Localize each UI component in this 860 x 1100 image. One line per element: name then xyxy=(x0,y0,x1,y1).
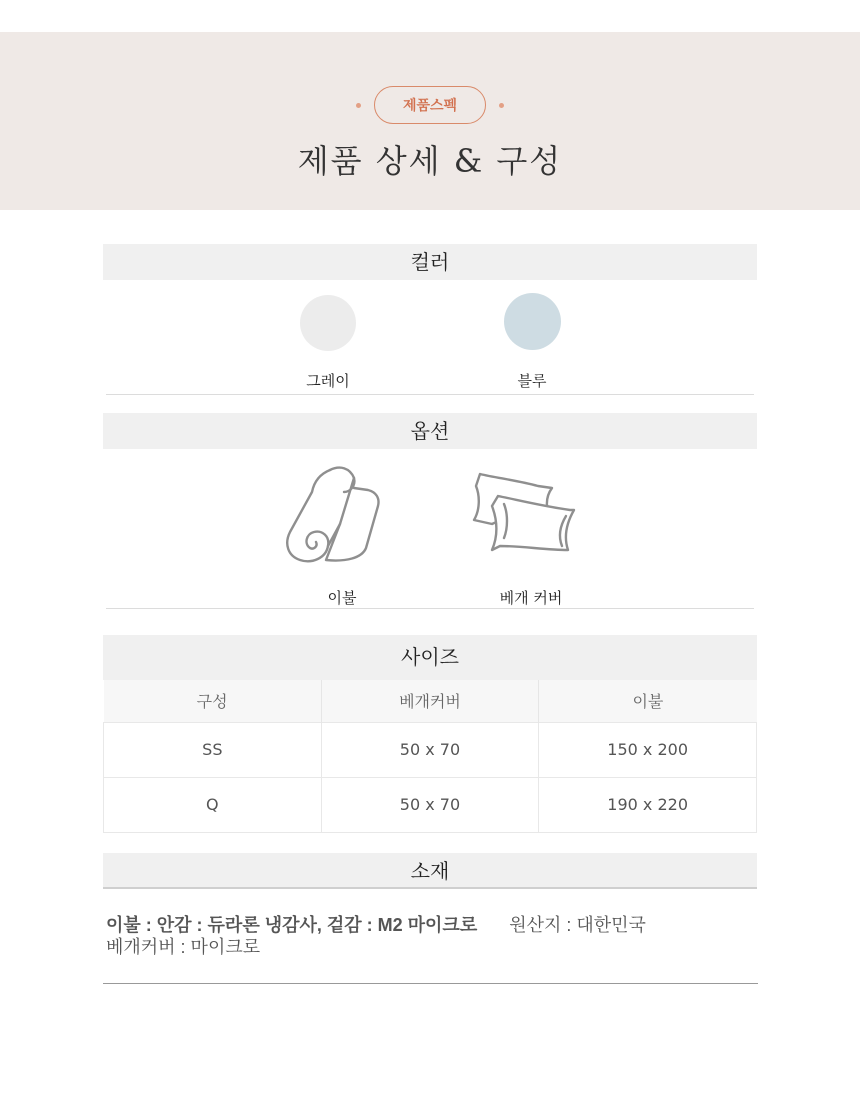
material-section-title: 소재 xyxy=(103,853,757,889)
pillow-cover-label: 베개 커버 xyxy=(499,589,563,607)
blanket-material: 이불 : 안감 : 듀라론 냉감사, 겉감 : M2 마이크로 xyxy=(106,915,478,935)
table-cell: Q xyxy=(104,777,322,832)
page-title: 제품 상세 & 구성 xyxy=(297,142,563,180)
left-dot-icon xyxy=(356,103,361,108)
spec-badge: 제품스펙 xyxy=(374,86,486,124)
table-cell: SS xyxy=(104,722,322,777)
column-header: 베개커버 xyxy=(321,680,539,722)
origin-text: 원산지 : 대한민국 xyxy=(509,915,646,935)
table-cell: 50 x 70 xyxy=(321,722,539,777)
material-line-1 xyxy=(106,914,756,936)
size-table xyxy=(103,680,757,833)
table-cell: 50 x 70 xyxy=(321,777,539,832)
size-section-title: 사이즈 xyxy=(103,635,757,680)
divider xyxy=(106,608,754,609)
table-row xyxy=(104,722,757,777)
gray-swatch xyxy=(300,295,356,351)
blue-label: 블루 xyxy=(517,372,547,390)
column-header: 이불 xyxy=(539,680,757,722)
table-cell: 190 x 220 xyxy=(539,777,757,832)
badge-row xyxy=(0,86,860,124)
pillow-cover-material: 베개커버 : 마이크로 xyxy=(106,937,261,957)
table-header-row xyxy=(104,680,757,722)
table-cell: 150 x 200 xyxy=(539,722,757,777)
spec-header xyxy=(0,32,860,210)
gray-label: 그레이 xyxy=(306,372,350,390)
divider xyxy=(106,394,754,395)
blue-swatch xyxy=(504,293,561,350)
bottom-divider xyxy=(103,983,758,984)
option-section-title: 옵션 xyxy=(103,413,757,449)
right-dot-icon xyxy=(499,103,504,108)
material-info xyxy=(106,914,756,958)
column-header: 구성 xyxy=(104,680,322,722)
rolled-blanket-icon xyxy=(282,462,386,572)
color-section-title: 컬러 xyxy=(103,244,757,280)
pillows-icon xyxy=(468,466,580,558)
blanket-label: 이불 xyxy=(327,589,357,607)
table-row xyxy=(104,777,757,832)
